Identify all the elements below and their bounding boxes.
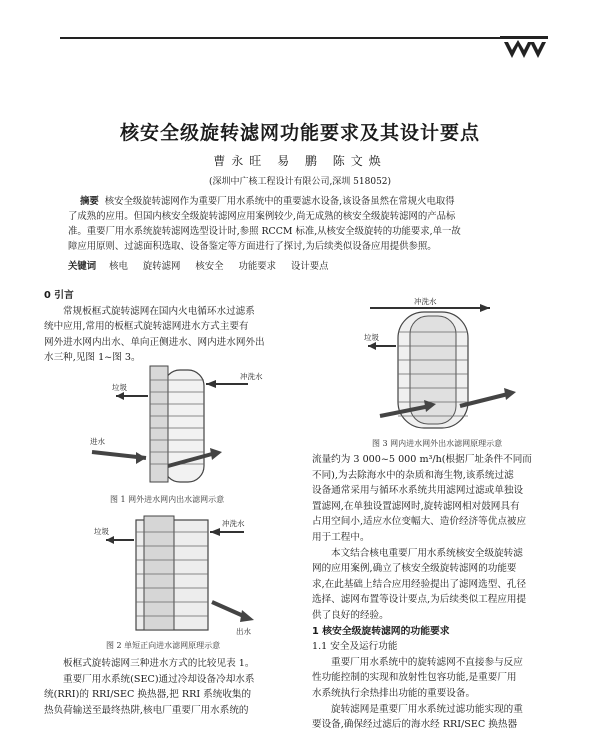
body-line: 求,在此基础上结合应用经验提出了滤网选型、孔径 <box>312 578 527 590</box>
abstract-block <box>68 194 544 254</box>
fig2-flush-label: 冲洗水 <box>222 519 245 528</box>
body-line: 用于工程中。 <box>312 531 370 543</box>
body-line: 性功能控制的实现和放射性包容功能,是重要厂用 <box>312 672 517 684</box>
figure-2-caption: 图 2 单短正向进水滤网原理示意 <box>106 641 221 650</box>
body-line: 网的应用案例,确立了核安全级旋转滤网的功能要 <box>312 563 517 575</box>
abstract-line: 障应用原则、过滤面积选取、设备鉴定等方面进行了探讨,为后续类似设备应用提供参照。 <box>68 241 437 252</box>
body-line: 水三种,见图 1~图 3。 <box>44 352 141 364</box>
author-list: 曹永旺 易 鹏 陈文焕 <box>213 154 387 168</box>
right-body-text <box>312 452 560 733</box>
abstract-line: 准。重要厂用水系统旋转滤网选型设计时,参照 RCCM 标准,从核安全级旋转的功能要求,单一故 <box>68 226 461 237</box>
body-line: 常规板框式旋转滤网在国内火电循环水过滤系 <box>63 305 255 317</box>
figure-2 <box>72 510 272 635</box>
body-line: 网外进水网内出水、单向正侧进水、网内进水网外出 <box>44 336 265 348</box>
body-line: 占用空间小,适应水位变幅大、造价经济等优点被应 <box>312 516 527 528</box>
header-rule <box>60 37 530 39</box>
left-body-text <box>44 656 292 718</box>
body-line: 要设备,确保经过滤后的海水经 RRI/SEC 换热器 <box>312 719 518 731</box>
fig1-flush-label: 冲洗水 <box>240 372 263 381</box>
body-line: 统中应用,常用的板框式旋转滤网进水方式主要有 <box>44 321 249 333</box>
keywords-label: 关键词 <box>68 261 97 272</box>
section-heading: 1 核安全级旋转滤网的功能要求 <box>312 625 450 637</box>
body-line: 不同),为去除海水中的杂质和海生物,该系统过滤 <box>312 469 514 481</box>
fig1-debris-label: 垃圾 <box>112 383 127 392</box>
fig1-inflow-label: 进水 <box>90 437 105 446</box>
subsection-heading: 1.1 安全及运行功能 <box>312 641 398 653</box>
abstract-line: 核安全级旋转滤网作为重要厂用水系统中的重要滤水设备,该设备虽然在常规火电取得 <box>104 196 455 207</box>
keywords-block <box>68 258 544 272</box>
body-line: 板框式旋转滤网三种进水方式的比较见表 1。 <box>63 658 255 669</box>
body-line: 重要厂用水系统中的旋转滤网不直接参与反应 <box>331 656 523 668</box>
keyword: 核安全 <box>195 261 224 272</box>
section-heading: 0 引言 <box>44 290 74 301</box>
keyword: 设计要点 <box>291 261 329 272</box>
body-line: 水系统执行余热排出功能的重要设备。 <box>312 687 476 699</box>
figure-3-caption: 图 3 网内进水网外出水滤网原理示意 <box>372 439 503 448</box>
paper-title: 核安全级旋转滤网功能要求及其设计要点 <box>119 122 480 144</box>
abstract-line: 了成熟的应用。但国内核安全级旋转滤网应用案例较少,尚无成熟的核安全级旋转滤网的产品标 <box>68 211 456 222</box>
figure-1 <box>72 362 272 487</box>
figure-3 <box>340 296 540 431</box>
body-line: 供了良好的经验。 <box>312 609 389 621</box>
body-line: 旋转滤网是重要厂用水系统过滤功能实现的重 <box>331 703 523 715</box>
body-line: 置滤网,在单独设置滤网时,旋转滤网相对鼓网具有 <box>312 500 520 512</box>
intro-section <box>44 288 292 366</box>
affiliation: (深圳中广核工程设计有限公司,深圳 518052) <box>208 177 392 187</box>
abstract-label: 摘要 <box>80 196 99 207</box>
fig3-debris-label: 垃圾 <box>364 333 379 342</box>
body-line: 统(RRI)的 RRI/SEC 换热器,把 RRI 系统收集的 <box>44 689 252 701</box>
keyword: 旋转滤网 <box>142 261 181 272</box>
body-line: 重要厂用水系统(SEC)通过冷却设备冷却水系 <box>63 673 255 685</box>
fig2-debris-label: 垃圾 <box>94 527 109 536</box>
body-line: 设备通常采用与循环水系统共用滤网过滤或单独设 <box>312 485 524 497</box>
figure-1-caption: 图 1 网外进水网内出水滤网示意 <box>110 495 225 504</box>
fig2-outflow-label: 出水 <box>236 627 251 635</box>
body-line: 本文结合核电重要厂用水系统核安全级旋转滤 <box>331 547 523 559</box>
fig3-flush-label: 冲洗水 <box>414 297 437 306</box>
body-line: 流量约为 3 000~5 000 m³/h(根据厂址条件不同而 <box>312 454 532 465</box>
body-line: 选择、滤网布置等设计要点,为后续类似工程应用提 <box>312 594 527 606</box>
keyword: 核电 <box>109 261 128 272</box>
wave-logo-icon <box>500 36 548 60</box>
keyword: 功能要求 <box>238 261 277 272</box>
body-line: 热负荷输送至最终热阱,核电厂重要厂用水系统的 <box>44 704 249 716</box>
